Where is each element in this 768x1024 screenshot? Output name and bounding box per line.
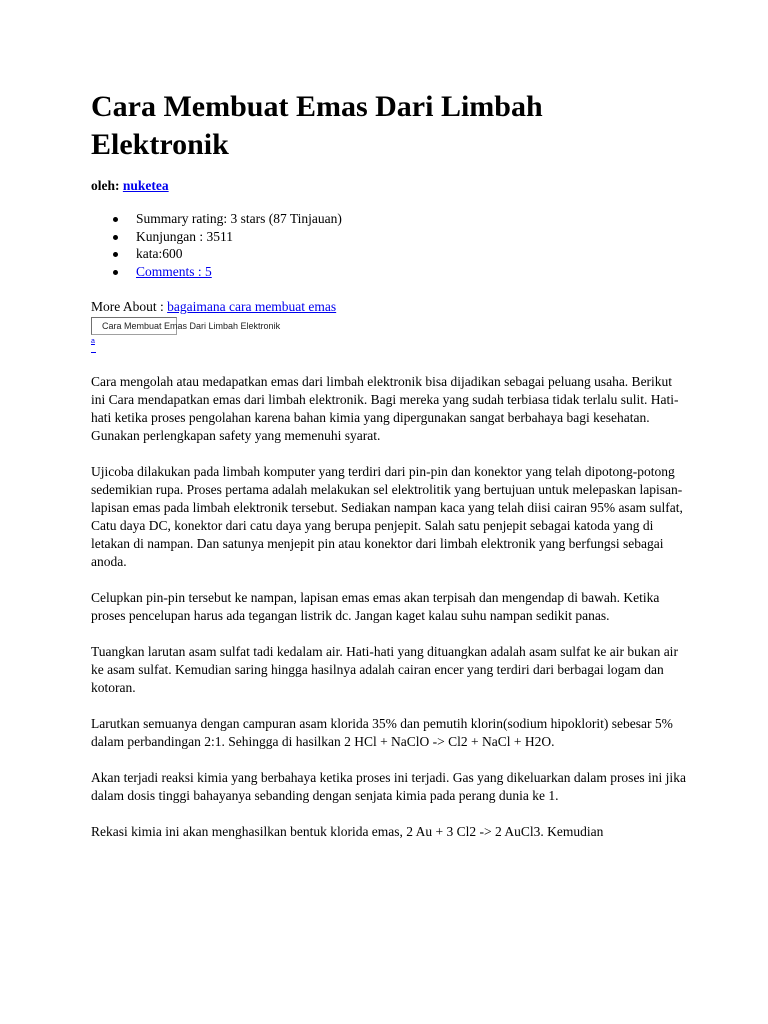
byline-label: oleh: [91,178,120,193]
more-about-link[interactable]: bagaimana cara membuat emas [167,299,337,314]
paragraph: Tuangkan larutan asam sulfat tadi kedalam air. Hati-hati yang dituangkan adalah asam sulfat ke air bukan air ke asam sulfat. Kemudian saring hingga hasilnya adalah cairan encer yang terdiri dari berbagai logam dan kotoran. [91,644,678,695]
tiny-link-underline [91,352,96,353]
embed-text-box[interactable]: Cara Membuat Emas Dari Limbah Elektronik [91,317,177,335]
byline [91,177,169,195]
meta-item-comments [91,263,342,281]
meta-list [91,210,342,280]
meta-item-visits: Kunjungan : 3511 [91,228,342,246]
meta-item-words: kata:600 [91,245,342,263]
tiny-link[interactable]: a [91,338,95,345]
paragraph: Ujicoba dilakukan pada limbah komputer yang terdiri dari pin-pin dan konektor yang telah dipotong-potong sedemikian rupa. Proses pertama adalah melakukan sel elektrolitik yang bertujuan untuk melepaskan lapisan-lapisan emas pada limbah elektronik tersebut. Sediakan nampan kaca yang telah diisi cairan 95% asam sulfat, Catu daya DC, konektor dari catu daya yang berupa penjepit. Salah satu penjepit sebagai katoda yang di letakan di nampan. Dan satunya menjepit pin atau konektor dari limbah elektronik yang berfungsi sebagai anoda. [91,464,683,569]
paragraph: Larutkan semuanya dengan campuran asam klorida 35% dan pemutih klorin(sodium hipoklorit) sebesar 5% dalam perbandingan 2:1. Sehingga di hasilkan 2 HCl + NaClO -> Cl2 + NaCl + H2O. [91,716,673,749]
paragraph: Akan terjadi reaksi kimia yang berbahaya ketika proses ini terjadi. Gas yang dikeluarkan dalam proses ini jika dalam dosis tinggi bahayanya sebanding dengan senjata kimia pada perang dunia ke 1. [91,770,686,803]
more-about-label: More About : [91,299,164,314]
page-title: Cara Membuat Emas Dari Limbah Elektronik [91,90,543,161]
author-link[interactable]: nuketea [122,178,169,193]
meta-item-rating: Summary rating: 3 stars (87 Tinjauan) [91,210,342,228]
article-body [91,373,687,859]
more-about [91,298,336,316]
comments-link[interactable]: Comments : 5 [136,263,212,279]
paragraph: Cara mengolah atau medapatkan emas dari limbah elektronik bisa dijadikan sebagai peluang usaha. Berikut ini Cara mendapatkan emas dari limbah elektronik. Bagi mereka yang sudah terbiasa tidak terlalu sulit. Hati-hati ketika proses pengolahan karena bahan kimia yang dipergunakan sangat berbahaya bagi kesehatan. Gunakan perlengkapan safety yang memenuhi syarat. [91,374,679,443]
paragraph: Rekasi kimia ini akan menghasilkan bentuk klorida emas, 2 Au + 3 Cl2 -> 2 AuCl3. Kemudian [91,824,604,839]
paragraph: Celupkan pin-pin tersebut ke nampan, lapisan emas emas akan terpisah dan mengendap di bawah. Ketika proses pencelupan harus ada tegangan listrik dc. Jangan kaget kalau suhu nampan sedikit panas. [91,590,660,623]
